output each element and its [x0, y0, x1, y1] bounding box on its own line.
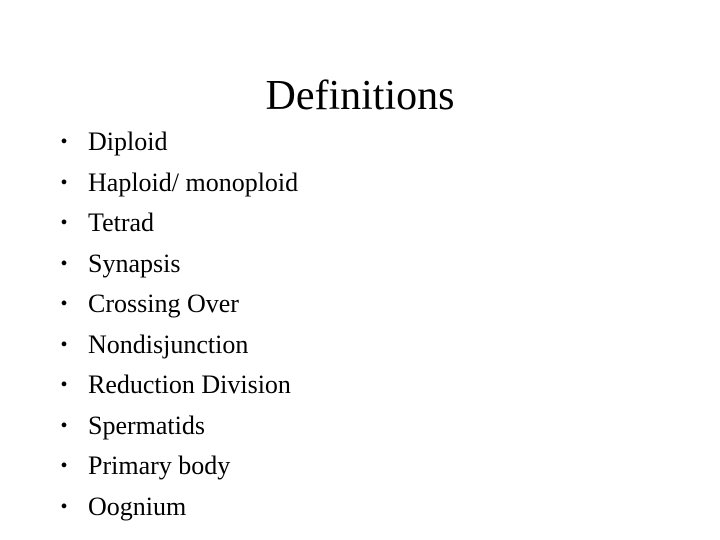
bullet-icon: • [60, 374, 68, 396]
list-item-text: Diploid [88, 127, 168, 156]
bullet-icon: • [60, 414, 68, 437]
list-item-text: Spermatids [88, 410, 205, 440]
bullet-icon: • [60, 333, 68, 356]
bullet-icon: • [60, 252, 68, 275]
list-item [54, 365, 298, 406]
bullet-icon: • [60, 293, 68, 315]
bullet-icon: • [60, 212, 68, 234]
list-item [54, 446, 298, 487]
list-item-text: Tetrad [88, 208, 155, 237]
list-item [54, 122, 298, 163]
bullet-list [54, 122, 298, 527]
list-item-text: Oognium [88, 491, 187, 521]
list-item-text: Haploid/ monoploid [88, 167, 299, 197]
slide-title: Definitions [265, 73, 455, 119]
list-item [54, 284, 298, 325]
list-item-text: Primary body [88, 451, 231, 480]
bullet-icon: • [60, 495, 68, 518]
list-item [54, 325, 298, 366]
list-item [54, 406, 298, 447]
list-item [54, 244, 298, 285]
list-item-text: Nondisjunction [88, 329, 249, 359]
list-item [54, 203, 298, 244]
list-item [54, 487, 298, 528]
list-item [54, 163, 298, 204]
list-item-text: Reduction Division [88, 370, 291, 399]
bullet-icon: • [60, 455, 68, 477]
bullet-icon: • [60, 131, 68, 153]
list-item-text: Crossing Over [88, 289, 239, 318]
bullet-icon: • [60, 171, 68, 194]
list-item-text: Synapsis [88, 248, 181, 278]
